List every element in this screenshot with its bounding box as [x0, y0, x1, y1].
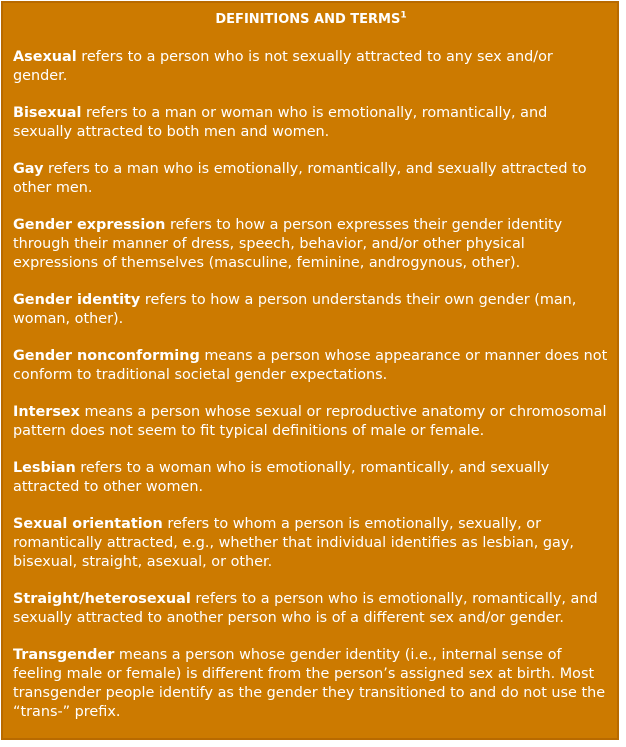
- term: Intersex: [13, 404, 80, 420]
- definition-text: refers to how a person expresses their gender identity through their manner of dress, speech, behavior, and/or other physical expressions of themselves (masculine, feminine, androgynous, other).: [13, 217, 563, 271]
- definition-text: means a person whose gender identity (i.e., internal sense of feeling male or female) is different from the person’s assigned sex at birth. Most transgender people identify as the gender they transitioned to and do not use the “trans-” prefix.: [13, 647, 606, 720]
- box-title: [13, 12, 609, 28]
- definition-text: refers to a man or woman who is emotionally, romantically, and sexually attracted to both men and women.: [13, 105, 548, 140]
- title-footnote-marker: 1: [400, 10, 407, 21]
- box-title-text: DEFINITIONS AND TERMS: [215, 12, 401, 27]
- definition-text: means a person whose appearance or manner does not conform to traditional societal gender expectations.: [13, 348, 608, 383]
- definition-straight-heterosexual: [13, 590, 609, 628]
- term: Bisexual: [13, 105, 82, 121]
- definition-gay: [13, 160, 609, 198]
- definition-gender-expression: [13, 216, 609, 273]
- term: Gay: [13, 161, 44, 177]
- term: Gender identity: [13, 292, 141, 308]
- definition-bisexual: [13, 104, 609, 142]
- definition-asexual: [13, 48, 609, 86]
- term: Gender expression: [13, 217, 166, 233]
- term: Sexual orientation: [13, 516, 163, 532]
- definition-transgender: [13, 646, 609, 722]
- definition-gender-nonconforming: [13, 347, 609, 385]
- definition-text: refers to how a person understands their own gender (man, woman, other).: [13, 292, 577, 327]
- definition-gender-identity: [13, 291, 609, 329]
- definition-intersex: [13, 403, 609, 441]
- term: Gender nonconforming: [13, 348, 200, 364]
- definitions-box: [1, 1, 619, 740]
- term: Asexual: [13, 49, 77, 65]
- term: Lesbian: [13, 460, 76, 476]
- term: Straight/heterosexual: [13, 591, 191, 607]
- definition-text: refers to a woman who is emotionally, romantically, and sexually attracted to other women.: [13, 460, 550, 495]
- definition-text: refers to a person who is emotionally, romantically, and sexually attracted to another person who is of a different sex and/or gender.: [13, 591, 598, 626]
- definition-lesbian: [13, 459, 609, 497]
- definition-sexual-orientation: [13, 515, 609, 572]
- definition-text: refers to a person who is not sexually attracted to any sex and/or gender.: [13, 49, 553, 84]
- definition-text: refers to a man who is emotionally, romantically, and sexually attracted to other men.: [13, 161, 587, 196]
- definition-text: means a person whose sexual or reproductive anatomy or chromosomal pattern does not seem to fit typical definitions of male or female.: [13, 404, 607, 439]
- definition-text: refers to whom a person is emotionally, sexually, or romantically attracted, e.g., whether that individual identifies as lesbian, gay, bisexual, straight, asexual, or other.: [13, 516, 574, 570]
- term: Transgender: [13, 647, 115, 663]
